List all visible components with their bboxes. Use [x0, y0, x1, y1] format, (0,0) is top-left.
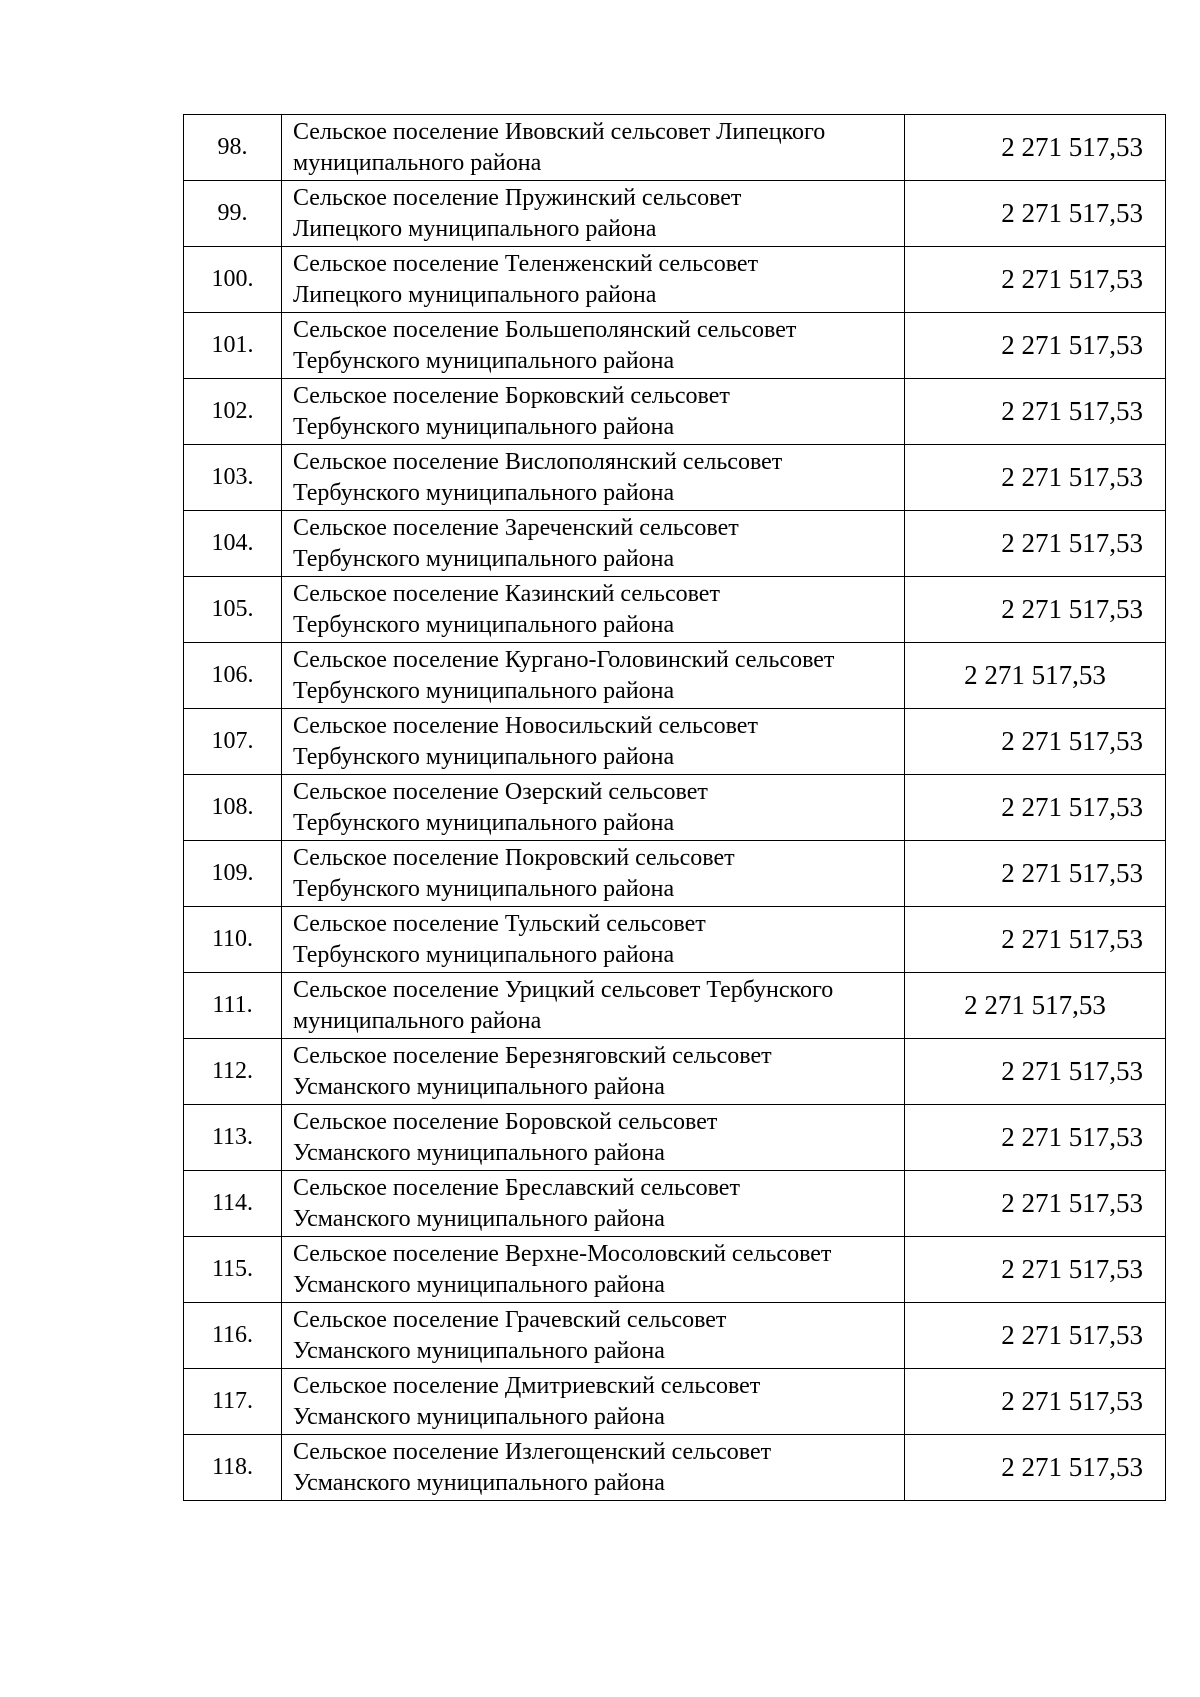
settlement-name: [282, 775, 905, 841]
settlement-name-line2: Тербунского муниципального района: [293, 809, 675, 836]
settlement-name-line2: Усманского муниципального района: [293, 1469, 665, 1496]
settlement-name-line2: Усманского муниципального района: [293, 1073, 665, 1100]
amount: 2 271 517,53: [905, 643, 1166, 709]
row-number: 118.: [184, 1435, 282, 1501]
row-number: 116.: [184, 1303, 282, 1369]
amount: 2 271 517,53: [905, 1171, 1166, 1237]
settlement-name: [282, 907, 905, 973]
settlement-name-line2: Тербунского муниципального района: [293, 941, 675, 968]
table-row: [184, 841, 1166, 907]
amount: 2 271 517,53: [905, 511, 1166, 577]
table-row: [184, 577, 1166, 643]
amount: 2 271 517,53: [905, 841, 1166, 907]
settlement-name-line1: Сельское поселение Большеполянский сельсовет: [293, 316, 797, 343]
row-number: 98.: [184, 115, 282, 181]
settlement-name-line1: Сельское поселение Зареченский сельсовет: [293, 514, 739, 541]
amount: 2 271 517,53: [905, 1435, 1166, 1501]
row-number: 106.: [184, 643, 282, 709]
table-row: [184, 643, 1166, 709]
settlement-name-line1: Сельское поселение Новосильский сельсовет: [293, 712, 758, 739]
row-number: 99.: [184, 181, 282, 247]
settlement-name: [282, 445, 905, 511]
amount: 2 271 517,53: [905, 709, 1166, 775]
row-number: 117.: [184, 1369, 282, 1435]
amount: 2 271 517,53: [905, 775, 1166, 841]
row-number: 100.: [184, 247, 282, 313]
table-row: [184, 313, 1166, 379]
settlement-name-line2: Тербунского муниципального района: [293, 479, 675, 506]
table-row: [184, 1303, 1166, 1369]
row-number: 108.: [184, 775, 282, 841]
amount: 2 271 517,53: [905, 445, 1166, 511]
settlement-name-line1: Сельское поселение Озерский сельсовет: [293, 778, 708, 805]
settlement-name-line2: Усманского муниципального района: [293, 1337, 665, 1364]
settlement-name-line1: Сельское поселение Бреславский сельсовет: [293, 1174, 740, 1201]
row-number: 109.: [184, 841, 282, 907]
amount: 2 271 517,53: [905, 1369, 1166, 1435]
table-row: [184, 709, 1166, 775]
amount: 2 271 517,53: [905, 1303, 1166, 1369]
table-row: [184, 907, 1166, 973]
settlement-name: [282, 841, 905, 907]
settlement-name-line2: Усманского муниципального района: [293, 1139, 665, 1166]
settlement-name-line1: Сельское поселение Ивовский сельсовет Липецкого: [293, 118, 826, 145]
settlement-name: [282, 973, 905, 1039]
row-number: 110.: [184, 907, 282, 973]
settlement-name-line1: Сельское поселение Дмитриевский сельсовет: [293, 1372, 761, 1399]
amount: 2 271 517,53: [905, 1237, 1166, 1303]
amount: 2 271 517,53: [905, 115, 1166, 181]
amount: 2 271 517,53: [905, 181, 1166, 247]
table-row: [184, 247, 1166, 313]
settlement-name: [282, 181, 905, 247]
settlement-name: [282, 1369, 905, 1435]
row-number: 112.: [184, 1039, 282, 1105]
row-number: 102.: [184, 379, 282, 445]
settlement-name-line2: Тербунского муниципального района: [293, 677, 675, 704]
settlement-name-line1: Сельское поселение Верхне-Мосоловский сельсовет: [293, 1240, 832, 1267]
row-number: 111.: [184, 973, 282, 1039]
row-number: 103.: [184, 445, 282, 511]
settlement-name-line1: Сельское поселение Борковский сельсовет: [293, 382, 730, 409]
amount: 2 271 517,53: [905, 1105, 1166, 1171]
settlement-name-line2: Тербунского муниципального района: [293, 875, 675, 902]
settlement-name: [282, 1039, 905, 1105]
settlement-name: [282, 511, 905, 577]
amount: 2 271 517,53: [905, 313, 1166, 379]
settlement-name-line1: Сельское поселение Грачевский сельсовет: [293, 1306, 727, 1333]
settlement-name-line1: Сельское поселение Казинский сельсовет: [293, 580, 720, 607]
settlement-name-line1: Сельское поселение Теленженский сельсовет: [293, 250, 759, 277]
settlement-name-line1: Сельское поселение Вислополянский сельсовет: [293, 448, 783, 475]
settlement-name-line1: Сельское поселение Березняговский сельсовет: [293, 1042, 772, 1069]
settlement-name-line2: Тербунского муниципального района: [293, 347, 675, 374]
settlement-name: [282, 577, 905, 643]
settlement-name-line2: Липецкого муниципального района: [293, 215, 657, 242]
settlement-name-line1: Сельское поселение Кургано-Головинский сельсовет: [293, 646, 835, 673]
settlement-name-line2: Усманского муниципального района: [293, 1271, 665, 1298]
settlement-name-line2: Усманского муниципального района: [293, 1403, 665, 1430]
table-row: [184, 1369, 1166, 1435]
settlement-name: [282, 379, 905, 445]
settlement-name: [282, 115, 905, 181]
settlement-name: [282, 1105, 905, 1171]
allocation-table: [183, 114, 1166, 1501]
row-number: 114.: [184, 1171, 282, 1237]
settlement-name-line1: Сельское поселение Тульский сельсовет: [293, 910, 706, 937]
settlement-name-line2: Тербунского муниципального района: [293, 545, 675, 572]
row-number: 105.: [184, 577, 282, 643]
settlement-name-line2: Тербунского муниципального района: [293, 611, 675, 638]
settlement-name-line1: Сельское поселение Урицкий сельсовет Тербунского: [293, 976, 834, 1003]
table-body: [184, 115, 1166, 1501]
table-row: [184, 181, 1166, 247]
settlement-name: [282, 1303, 905, 1369]
table-row: [184, 1237, 1166, 1303]
table-row: [184, 379, 1166, 445]
settlement-name-line1: Сельское поселение Пружинский сельсовет: [293, 184, 742, 211]
table-row: [184, 1435, 1166, 1501]
table-row: [184, 115, 1166, 181]
settlement-name: [282, 1237, 905, 1303]
row-number: 104.: [184, 511, 282, 577]
settlement-name-line1: Сельское поселение Покровский сельсовет: [293, 844, 735, 871]
row-number: 107.: [184, 709, 282, 775]
settlement-name-line1: Сельское поселение Боровской сельсовет: [293, 1108, 718, 1135]
amount: 2 271 517,53: [905, 973, 1166, 1039]
table-row: [184, 1039, 1166, 1105]
settlement-name: [282, 643, 905, 709]
amount: 2 271 517,53: [905, 907, 1166, 973]
amount: 2 271 517,53: [905, 379, 1166, 445]
table-row: [184, 511, 1166, 577]
settlement-name: [282, 709, 905, 775]
table-row: [184, 775, 1166, 841]
settlement-name-line2: Тербунского муниципального района: [293, 413, 675, 440]
settlement-name-line2: Тербунского муниципального района: [293, 743, 675, 770]
settlement-name-line2: муниципального района: [293, 1007, 542, 1034]
row-number: 113.: [184, 1105, 282, 1171]
settlement-name: [282, 1435, 905, 1501]
table-row: [184, 445, 1166, 511]
row-number: 115.: [184, 1237, 282, 1303]
settlement-name: [282, 247, 905, 313]
row-number: 101.: [184, 313, 282, 379]
amount: 2 271 517,53: [905, 577, 1166, 643]
amount: 2 271 517,53: [905, 1039, 1166, 1105]
settlement-name-line2: муниципального района: [293, 149, 542, 176]
amount: 2 271 517,53: [905, 247, 1166, 313]
settlement-name-line2: Липецкого муниципального района: [293, 281, 657, 308]
settlement-name-line1: Сельское поселение Излегощенский сельсовет: [293, 1438, 772, 1465]
settlement-name-line2: Усманского муниципального района: [293, 1205, 665, 1232]
table-row: [184, 1171, 1166, 1237]
table-row: [184, 1105, 1166, 1171]
settlement-name: [282, 1171, 905, 1237]
settlement-name: [282, 313, 905, 379]
table-row: [184, 973, 1166, 1039]
